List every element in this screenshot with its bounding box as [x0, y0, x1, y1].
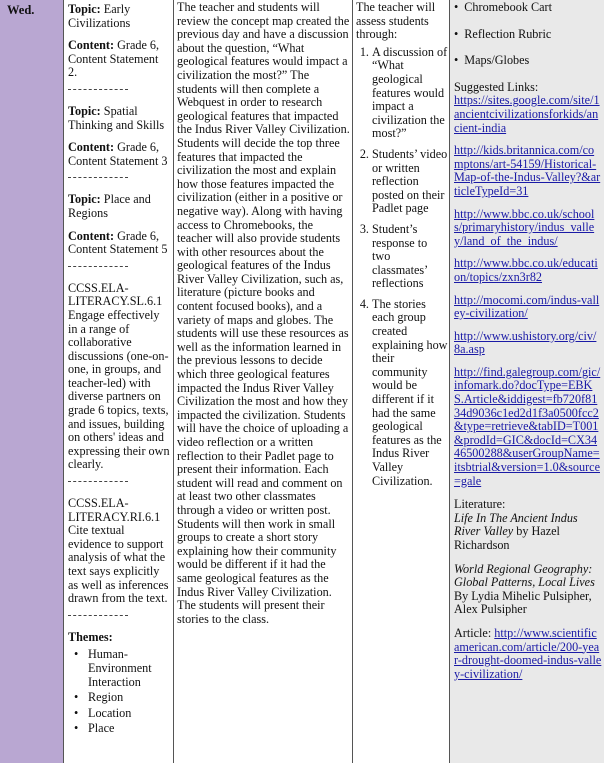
dash-separator [68, 481, 128, 492]
assessment-list [356, 46, 448, 488]
suggested-link[interactable]: http://www.ushistory.org/civ/8a.asp [454, 328, 597, 357]
materials-list [454, 1, 602, 68]
article-label: Article: [454, 625, 492, 640]
article-entry [454, 627, 602, 681]
topics-column [64, 0, 172, 763]
dash-separator [68, 89, 128, 100]
book-entry [454, 512, 602, 553]
book-title: World Regional Geography: Global Patterns, Local Lives [454, 561, 595, 590]
assessment-column [353, 0, 448, 763]
literature-heading: Literature: [454, 497, 506, 512]
standard-ri: CCSS.ELA-LITERACY.RI.6.1 Cite textual evidence to support analysis of what the text says explicitly as well as inferences drawn from the text. [68, 496, 169, 606]
list-item: 1. A discussion of “What geological features would impact a civilization the most?” [372, 46, 448, 141]
list-item: 2. Students’ video or written reflection posted on their Padlet page [372, 148, 448, 216]
suggested-link[interactable]: http://find.galegroup.com/gic/infomark.do?docType=EBKS.Article&iddigest=fb720f8134d9036c1ed2d1f3a0500fcc2&type=retrieve&tabID=T001&prodId=GIC&docId=CX3446500288&userGroupName=itsbtrial&version=1.0&source=gale [454, 364, 601, 488]
topic-entry: Topic: Early Civilizations [68, 2, 131, 30]
dash-separator [68, 266, 128, 277]
list-item: • Human-Environment Interaction [80, 648, 170, 689]
dash-separator [68, 615, 128, 626]
list-item: • Place [80, 722, 170, 736]
article-link[interactable]: http://www.scientificamerican.com/article/200-year-drought-doomed-indus-valley-civilization/ [454, 625, 602, 681]
suggested-link[interactable]: http://www.bbc.co.uk/schools/primaryhistory/indus_valley/land_of_the_indus/ [454, 206, 595, 248]
book-author: By Lydia Mihelic Pulsipher, Alex Pulsipher [454, 588, 592, 617]
suggested-link[interactable]: http://www.bbc.co.uk/education/topics/zxn3r82 [454, 256, 598, 284]
topic-entry: Topic: Spatial Thinking and Skills [68, 103, 165, 132]
day-column [0, 0, 63, 763]
book-entry [454, 563, 602, 617]
book-author: by Hazel Richardson [454, 524, 560, 552]
procedure-text: The teacher and students will review the concept map created the previous day and have a discussion about the question, “What geological features would impact a civilization the most?” The students will then complete a Webquest in order to research geological features that impacted the Indus River Valley Civilization. Students will decide the top three features that impacted the civilization the most and explain how those features impacted the civilization (either in a positive or negative way). Along with having access to Chromebooks, the teacher will also provide students with other resources about the geological features of the Indus River Valley Civilization, such as, literature (picture books and content focused books), and a variety of maps and globes. The students will use these resources as well as the information learned in the previous lessons to decide which three geological features impacted the Indus River Valley Civilization the most and how they impacted the civilization. Students will have the choice of uploading a video reflection or a written reflection to their Padlet page to present their information. Each student will read and comment on at least two other classmates through a video or written post. Students will then work in small groups to create a short story explaining how their community would be different if it had the same geological features as the Indus River Valley Civilization. The students will present their stories to the class. [177, 0, 350, 626]
standard-sl: CCSS.ELA-LITERACY.SL.6.1 Engage effectively in a range of collaborative discussions (one-on-one, in groups, and teacher-led) with diverse partners on grade 6 topics, texts, and issues, building on others' ideas and expressing their own clearly. [68, 280, 170, 472]
dash-separator [68, 177, 128, 188]
suggested-link[interactable]: http://kids.britannica.com/comptons/art-54159/Historical-Map-of-the-Indus-Valley?&articleTypeId=31 [454, 143, 601, 198]
assessment-intro: The teacher will assess students through: [356, 0, 436, 42]
suggested-link[interactable]: https://sites.google.com/site/1ancientcivilizationsforkids/ancient-india [454, 93, 600, 135]
topic-entry: Topic: Place and Regions [68, 192, 151, 220]
resources-column [450, 0, 604, 763]
list-item: • Maps/Globes [454, 54, 602, 68]
list-item: • Region [80, 691, 170, 705]
list-item: • Location [80, 707, 170, 721]
book-title: Life In The Ancient Indus River Valley [454, 510, 578, 539]
day-label: Wed. [7, 3, 35, 17]
list-item: 4. The stories each group created explaining how their community would be different if it had the same geological features as the Indus River Valley Civilization. [372, 298, 448, 488]
content-entry: Content: Grade 6, Content Statement 2. [68, 38, 160, 80]
list-item: 3. Student’s response to two classmates’ reflections [372, 223, 448, 291]
suggested-link[interactable]: http://mocomi.com/indus-valley-civilization/ [454, 292, 600, 321]
themes-heading: Themes: [68, 629, 113, 644]
themes-list [68, 648, 170, 736]
list-item: • Chromebook Cart [454, 1, 602, 15]
content-entry: Content: Grade 6, Content Statement 5 [68, 228, 168, 257]
links-heading: Suggested Links: [454, 79, 539, 94]
procedure-column [174, 0, 351, 763]
content-entry: Content: Grade 6, Content Statement 3 [68, 140, 168, 168]
list-item: • Reflection Rubric [454, 28, 602, 42]
